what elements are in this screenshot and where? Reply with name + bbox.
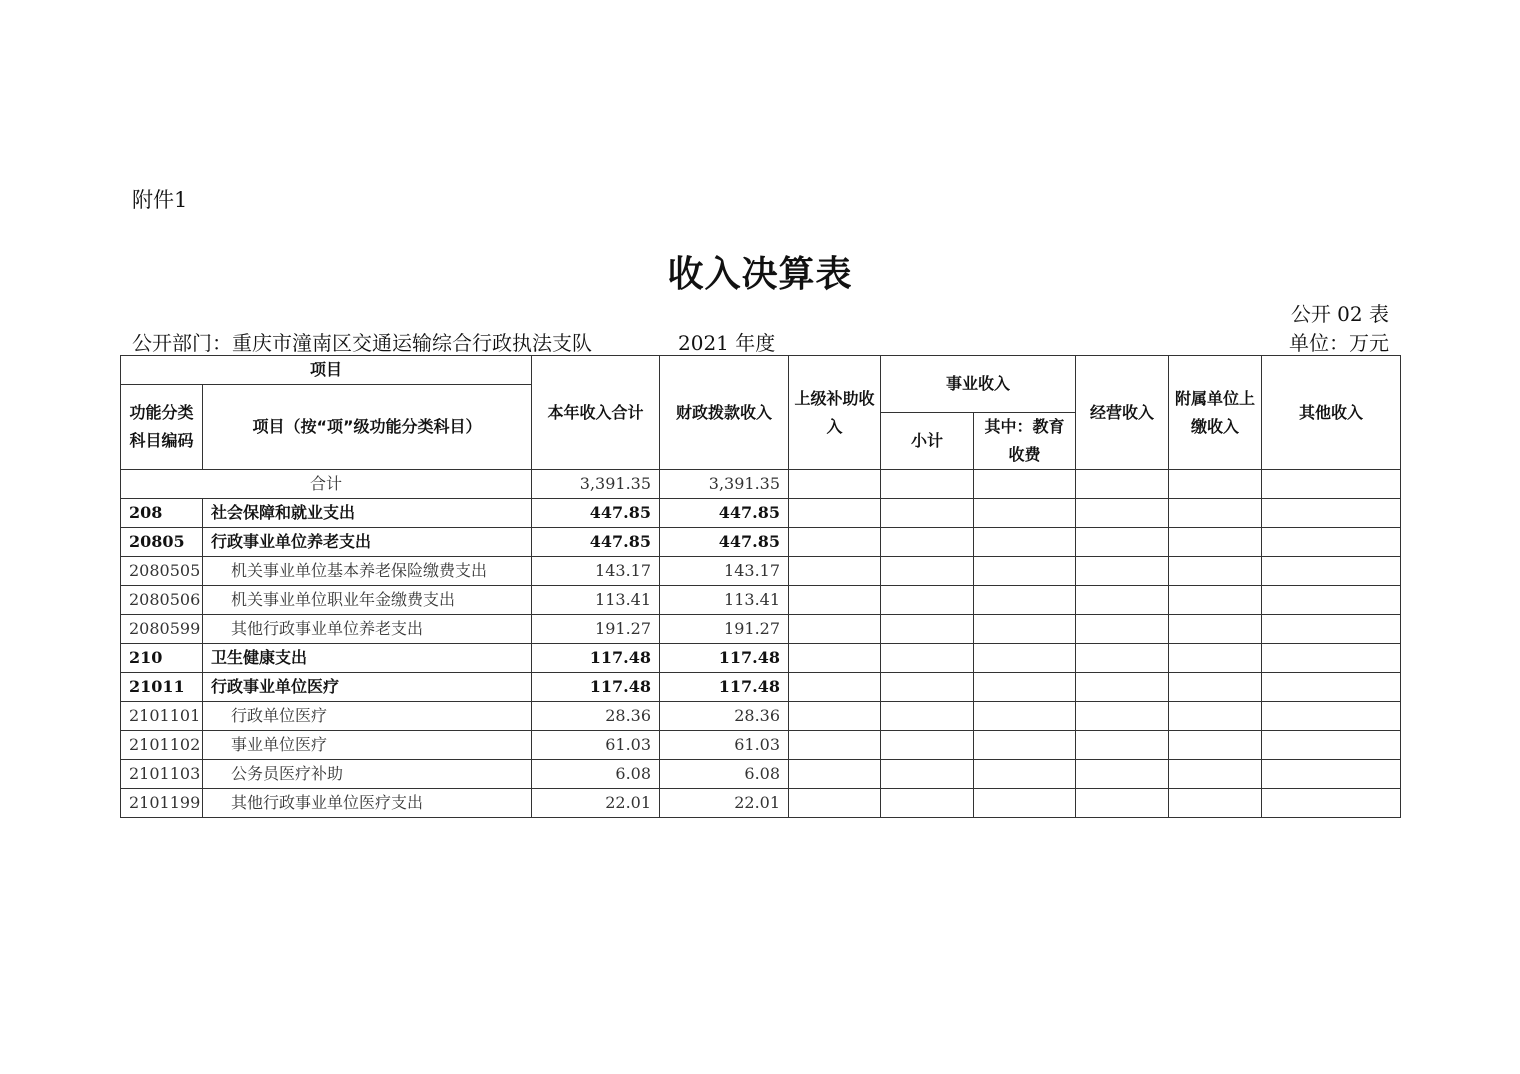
empty-cell — [789, 499, 881, 528]
empty-cell — [974, 731, 1076, 760]
empty-cell — [1262, 644, 1401, 673]
empty-cell — [974, 586, 1076, 615]
row-total-income: 447.85 — [532, 499, 660, 528]
row-code: 2101101 — [121, 702, 203, 731]
total-income-value: 3,391.35 — [532, 470, 660, 499]
empty-cell — [1262, 586, 1401, 615]
row-total-income: 143.17 — [532, 557, 660, 586]
empty-cell — [974, 499, 1076, 528]
empty-cell — [974, 789, 1076, 818]
row-fiscal: 28.36 — [660, 702, 789, 731]
row-fiscal: 22.01 — [660, 789, 789, 818]
total-label: 合计 — [121, 470, 532, 499]
row-code: 2080599 — [121, 615, 203, 644]
header-superior: 上级补助收入 — [789, 356, 881, 470]
row-fiscal: 117.48 — [660, 673, 789, 702]
row-fiscal: 61.03 — [660, 731, 789, 760]
empty-cell — [1262, 760, 1401, 789]
empty-cell — [974, 615, 1076, 644]
attachment-label: 附件1 — [132, 188, 188, 212]
empty-cell — [881, 673, 974, 702]
table-row — [121, 557, 1401, 586]
row-fiscal: 447.85 — [660, 499, 789, 528]
empty-cell — [1169, 673, 1262, 702]
row-name: 行政事业单位医疗 — [203, 673, 532, 702]
table-row — [121, 760, 1401, 789]
year-label: 2021 年度 — [678, 331, 776, 355]
empty-cell — [881, 644, 974, 673]
empty-cell — [1262, 789, 1401, 818]
income-table — [120, 355, 1401, 818]
empty-cell — [1169, 557, 1262, 586]
row-fiscal: 113.41 — [660, 586, 789, 615]
table-row — [121, 789, 1401, 818]
table-row — [121, 644, 1401, 673]
header-name: 项目（按“项”级功能分类科目） — [203, 385, 532, 470]
empty-cell — [881, 557, 974, 586]
empty-cell — [881, 499, 974, 528]
empty-cell — [1076, 673, 1169, 702]
table-row — [121, 499, 1401, 528]
empty-cell — [1262, 615, 1401, 644]
row-total-income: 113.41 — [532, 586, 660, 615]
empty-cell — [1076, 789, 1169, 818]
empty-cell — [789, 731, 881, 760]
empty-cell — [881, 615, 974, 644]
row-fiscal: 6.08 — [660, 760, 789, 789]
empty-cell — [1262, 528, 1401, 557]
empty-cell — [974, 528, 1076, 557]
row-name: 公务员医疗补助 — [203, 760, 532, 789]
table-row — [121, 702, 1401, 731]
table-row — [121, 615, 1401, 644]
empty-cell — [789, 644, 881, 673]
empty-cell — [1262, 731, 1401, 760]
unit-label: 单位：万元 — [1289, 331, 1389, 355]
empty-cell — [789, 702, 881, 731]
empty-cell — [789, 528, 881, 557]
empty-cell — [881, 731, 974, 760]
empty-cell — [789, 789, 881, 818]
header-fiscal: 财政拨款收入 — [660, 356, 789, 470]
row-total-income: 117.48 — [532, 673, 660, 702]
empty-cell — [974, 673, 1076, 702]
empty-cell — [1262, 557, 1401, 586]
empty-cell — [974, 702, 1076, 731]
row-code: 210 — [121, 644, 203, 673]
row-code: 2101102 — [121, 731, 203, 760]
empty-cell — [974, 644, 1076, 673]
total-row — [121, 470, 1401, 499]
header-business-edu: 其中：教育收费 — [974, 413, 1076, 470]
row-code: 2101199 — [121, 789, 203, 818]
empty-cell — [881, 586, 974, 615]
row-fiscal: 117.48 — [660, 644, 789, 673]
empty-cell — [789, 615, 881, 644]
empty-cell — [974, 760, 1076, 789]
row-name: 社会保障和就业支出 — [203, 499, 532, 528]
empty-cell — [789, 760, 881, 789]
header-operating: 经营收入 — [1076, 356, 1169, 470]
empty-cell — [1262, 499, 1401, 528]
table-row — [121, 673, 1401, 702]
empty-cell — [1262, 702, 1401, 731]
empty-cell — [1169, 615, 1262, 644]
empty-cell — [789, 673, 881, 702]
row-fiscal: 143.17 — [660, 557, 789, 586]
empty-cell — [1076, 731, 1169, 760]
row-name: 事业单位医疗 — [203, 731, 532, 760]
row-name: 机关事业单位职业年金缴费支出 — [203, 586, 532, 615]
empty-cell — [1076, 702, 1169, 731]
empty-cell — [1076, 760, 1169, 789]
row-code: 2101103 — [121, 760, 203, 789]
empty-cell — [881, 760, 974, 789]
empty-cell — [1169, 586, 1262, 615]
header-business: 事业收入 — [881, 356, 1076, 413]
header-total-income: 本年收入合计 — [532, 356, 660, 470]
header-other: 其他收入 — [1262, 356, 1401, 470]
header-code: 功能分类科目编码 — [121, 385, 203, 470]
empty-cell — [1076, 586, 1169, 615]
page-title: 收入决算表 — [667, 254, 853, 295]
empty-cell — [1076, 615, 1169, 644]
form-number: 公开 02 表 — [1290, 302, 1389, 326]
row-total-income: 28.36 — [532, 702, 660, 731]
empty-cell — [1076, 499, 1169, 528]
row-fiscal: 447.85 — [660, 528, 789, 557]
empty-cell — [1169, 644, 1262, 673]
row-total-income: 22.01 — [532, 789, 660, 818]
empty-cell — [881, 702, 974, 731]
total-fiscal-value: 3,391.35 — [660, 470, 789, 499]
empty-cell — [974, 557, 1076, 586]
row-name: 其他行政事业单位养老支出 — [203, 615, 532, 644]
row-name: 行政事业单位养老支出 — [203, 528, 532, 557]
department-label: 公开部门：重庆市潼南区交通运输综合行政执法支队 — [132, 331, 592, 355]
empty-cell — [881, 789, 974, 818]
empty-cell — [1169, 731, 1262, 760]
row-name: 机关事业单位基本养老保险缴费支出 — [203, 557, 532, 586]
row-code: 2080506 — [121, 586, 203, 615]
row-total-income: 447.85 — [532, 528, 660, 557]
empty-cell — [1169, 702, 1262, 731]
header-affiliated: 附属单位上缴收入 — [1169, 356, 1262, 470]
row-total-income: 117.48 — [532, 644, 660, 673]
table-row — [121, 731, 1401, 760]
header-project: 项目 — [121, 356, 532, 385]
row-code: 20805 — [121, 528, 203, 557]
row-name: 卫生健康支出 — [203, 644, 532, 673]
row-name: 行政单位医疗 — [203, 702, 532, 731]
empty-cell — [1169, 528, 1262, 557]
empty-cell — [1076, 644, 1169, 673]
empty-cell — [1262, 673, 1401, 702]
empty-cell — [789, 586, 881, 615]
row-code: 2080505 — [121, 557, 203, 586]
empty-cell — [1169, 789, 1262, 818]
table-row — [121, 586, 1401, 615]
row-total-income: 61.03 — [532, 731, 660, 760]
row-code: 208 — [121, 499, 203, 528]
empty-cell — [1169, 760, 1262, 789]
empty-cell — [1076, 557, 1169, 586]
table-row — [121, 528, 1401, 557]
header-business-subtotal: 小计 — [881, 413, 974, 470]
empty-cell — [881, 528, 974, 557]
row-code: 21011 — [121, 673, 203, 702]
row-total-income: 6.08 — [532, 760, 660, 789]
row-name: 其他行政事业单位医疗支出 — [203, 789, 532, 818]
row-fiscal: 191.27 — [660, 615, 789, 644]
empty-cell — [1169, 499, 1262, 528]
row-total-income: 191.27 — [532, 615, 660, 644]
empty-cell — [789, 557, 881, 586]
empty-cell — [1076, 528, 1169, 557]
